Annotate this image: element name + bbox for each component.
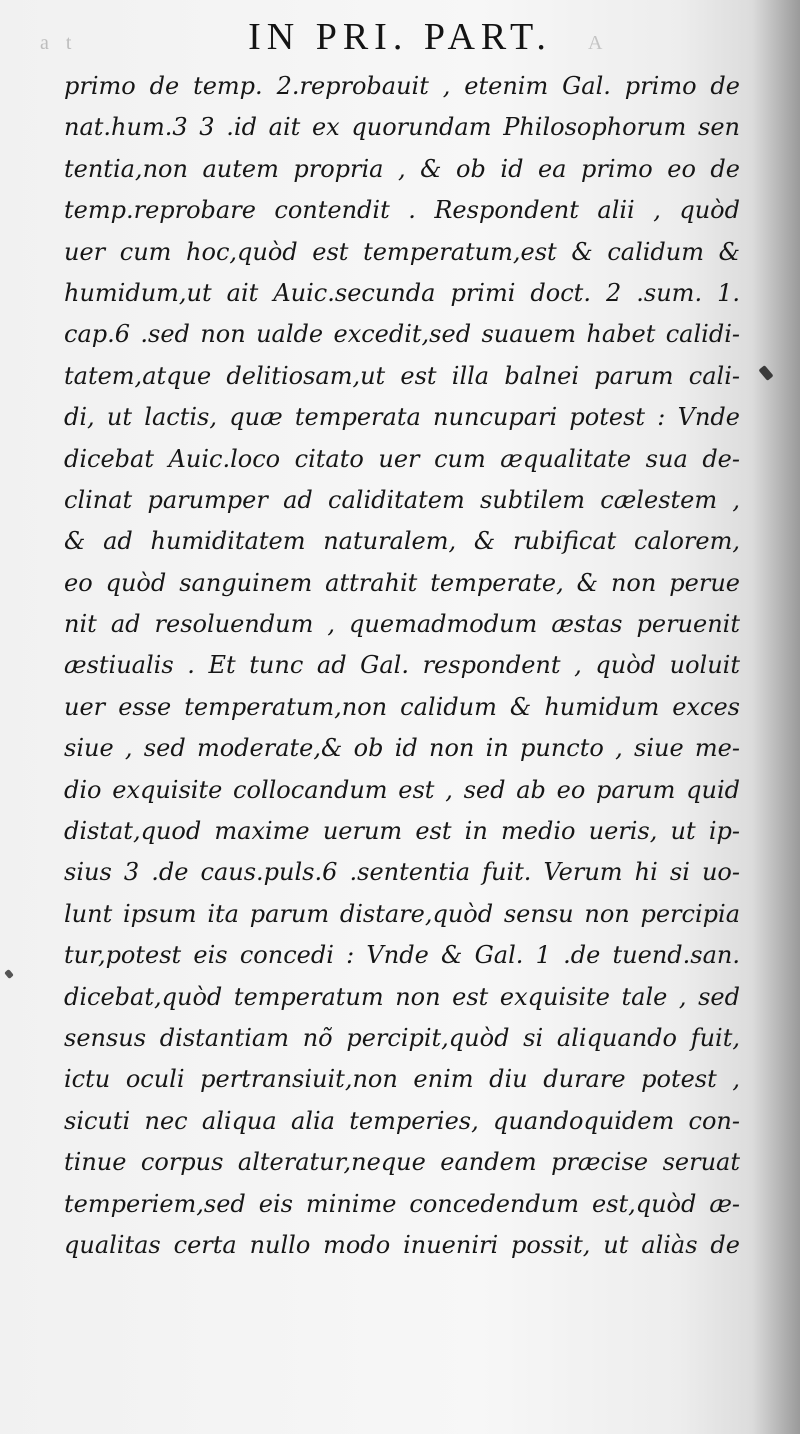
bleed-through-text-right: A (588, 32, 609, 54)
text-line: tur,potest eis concedi : Vnde & Gal. 1 .de tuend.san. (64, 941, 740, 970)
text-line: sius 3 .de caus.puls.6 .sententia fuit. Verum hi si uo- (64, 858, 740, 887)
text-line: clinat parumper ad caliditatem subtilem cælestem , (64, 485, 740, 514)
text-line: primo de temp. 2.reprobauit , etenim Gal. primo de (64, 72, 740, 100)
text-line: di, ut lactis, quæ temperata nuncupari potest : Vnde (64, 403, 740, 432)
text-line: uer cum hoc,quòd est temperatum,est & calidum & (64, 237, 740, 266)
text-line: distat,quod maxime uerum est in medio ueris, ut ip- (64, 817, 740, 846)
text-line: cap.6 .sed non ualde excedit,sed suauem habet calidi- (64, 320, 740, 349)
text-line: tinue corpus alteratur,neque eandem præcise seruat (64, 1148, 740, 1177)
text-line: dicebat Auic.loco citato uer cum æqualitate sua de- (64, 444, 740, 473)
body-text (64, 66, 740, 1266)
text-line: tentia,non autem propria , & ob id ea primo eo de (64, 154, 740, 183)
text-line: nat.hum.3 3 .id ait ex quorundam Philosophorum sen (64, 113, 740, 142)
text-line: ictu oculi pertransiuit,non enim diu durare potest , (64, 1065, 740, 1094)
text-line: sicuti nec aliqua alia temperies, quandoquidem con- (64, 1106, 740, 1135)
text-line: æstiualis . Et tunc ad Gal. respondent , quòd uoluit (64, 651, 740, 680)
text-line: temp.reprobare contendit . Respondent alii , quòd (64, 196, 740, 225)
running-head-title: IN PRI. PART. (248, 16, 552, 58)
text-line: humidum,ut ait Auic.secunda primi doct. 2 .sum. 1. (64, 278, 740, 307)
text-line: eo quòd sanguinem attrahit temperate, & non perue (64, 568, 740, 597)
text-line: & ad humiditatem naturalem, & rubificat calorem, (64, 527, 740, 556)
running-head (0, 14, 800, 60)
text-line: uer esse temperatum,non calidum & humidum exces (64, 692, 740, 721)
text-line: qualitas certa nullo modo inueniri possit, ut aliàs de (64, 1230, 740, 1259)
text-line: nit ad resoluendum , quemadmodum æstas peruenit (64, 610, 740, 639)
text-line: temperiem,sed eis minime concedendum est,quòd æ- (64, 1189, 740, 1218)
text-line: siue , sed moderate,& ob id non in puncto , siue me- (64, 734, 740, 763)
ink-speck-mark (4, 969, 14, 979)
text-line: dio exquisite collocandum est , sed ab eo parum quid (64, 775, 740, 804)
text-line: dicebat,quòd temperatum non est exquisite tale , sed (64, 982, 740, 1011)
text-line: tatem,atque delitiosam,ut est illa balnei parum cali- (64, 361, 740, 390)
text-line: sensus distantiam nõ percipit,quòd si aliquando fuit, (64, 1023, 740, 1052)
text-line: lunt ipsum ita parum distare,quòd sensu non percipia (64, 899, 740, 928)
ink-speck-mark (758, 365, 773, 381)
bleed-through-text-left: a t (40, 32, 78, 54)
